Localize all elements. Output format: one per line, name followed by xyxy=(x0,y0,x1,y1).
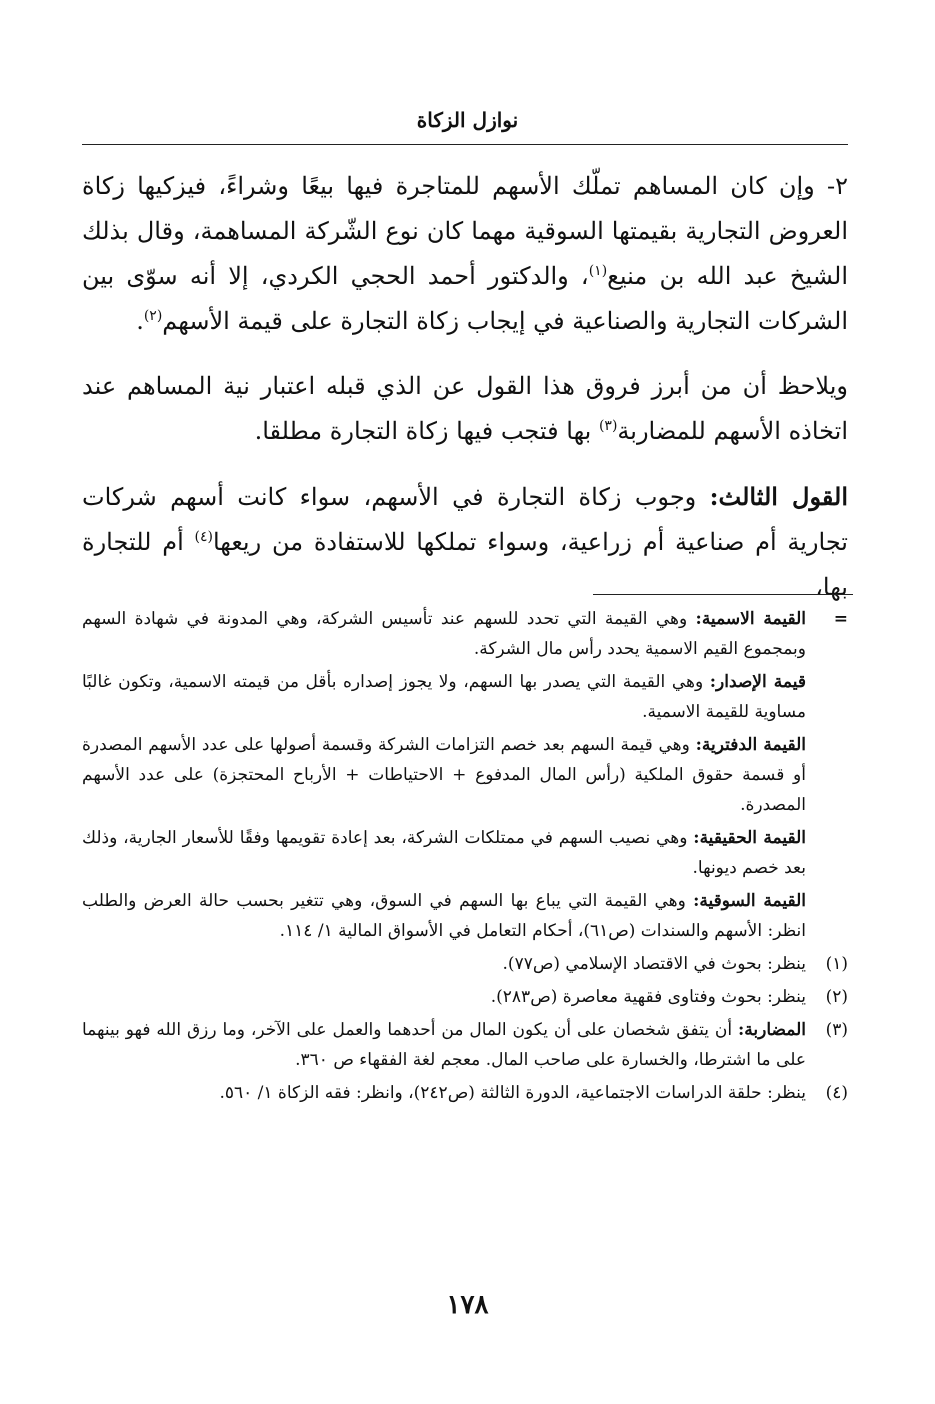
footnote-1 xyxy=(82,949,848,979)
definition-term: القيمة الحقيقية: xyxy=(693,828,806,848)
footnote-text: ينظر: حلقة الدراسات الاجتماعية، الدورة الثالثة (ص٢٤٢)، وانظر: فقه الزكاة ١/ ٥٦٠. xyxy=(219,1083,806,1103)
footnote-3 xyxy=(82,1015,848,1075)
running-header-title: نوازل الزكاة xyxy=(416,108,519,132)
footnote-number: (١) xyxy=(825,954,848,974)
footnote-ref-1[interactable]: (١) xyxy=(588,263,608,279)
paragraph-3-heading: القول الثالث: xyxy=(709,482,848,511)
definition-item: القيمة الحقيقية: وهي نصيب السهم في ممتلكات الشركة، بعد إعادة تقويمها وفقًا للأسعار الجارية، وذلك بعد خصم ديونها. xyxy=(82,828,806,878)
definition-item: القيمة السوقية: وهي القيمة التي يباع بها السهم في السوق، وهي تتغير بحسب حالة العرض والطلب انظر: الأسهم والسندات (ص٦١)، أحكام التعامل في الأسواق المالية ١/ ١١٤. xyxy=(82,891,806,941)
footnote-4 xyxy=(82,1078,848,1108)
footnote-text: ينظر: بحوث وفتاوى فقهية معاصرة (ص٢٨٣). xyxy=(490,987,806,1007)
footnote-number: (٤) xyxy=(825,1083,848,1103)
header-divider xyxy=(82,144,848,145)
footnote-number: (٣) xyxy=(825,1020,848,1040)
continued-footnote xyxy=(82,604,848,946)
page-number: ١٧٨ xyxy=(446,1290,489,1320)
continuation-mark: = xyxy=(833,609,848,629)
footnote-number: (٢) xyxy=(825,987,848,1007)
footnotes-section xyxy=(82,604,848,1111)
paragraph-3: القول الثالث: وجوب زكاة التجارة في الأسهم، سواء كانت أسهم شركات تجارية أم صناعية أم زراعية، وسواء تملكها للاستفادة من ريعها$^{(٤)}$ أم للتجارة بها، xyxy=(82,482,848,601)
main-text xyxy=(82,164,848,610)
definition-term: قيمة الإصدار: xyxy=(709,672,806,692)
definition-item: القيمة الاسمية: وهي القيمة التي تحدد للسهم عند تأسيس الشركة، وهي المدونة في شهادة السهم وبمجموع القيم الاسمية يحدد رأس مال الشركة. xyxy=(82,609,806,659)
footnote-ref-3[interactable]: (٣) xyxy=(598,418,618,434)
footnote-text: المضاربة: أن يتفق شخصان على أن يكون المال من أحدهما والعمل على الآخر، وما رزق الله فهو بينهما على ما اشترطا، والخسارة على صاحب المال. معجم لغة الفقهاء ص ٣٦٠. xyxy=(82,1020,806,1070)
definition-term: القيمة السوقية: xyxy=(693,891,806,911)
footnote-2 xyxy=(82,982,848,1012)
paragraph-1: ٢- وإن كان المساهم تملّك الأسهم للمتاجرة فيها بيعًا وشراءً، فيزكيها زكاة العروض التجارية بقيمتها السوقية مهما كان نوع الشّركة المساهمة، وقال بذلك الشيخ عبد الله بن منيع$^{(١)}$، والدكتور أحمد الحجي الكردي، إلا أنه سوّى بين الشركات التجارية والصناعية في إيجاب زكاة التجارة على قيمة الأسهم$^{(٢)}$. xyxy=(82,172,849,335)
definition-term: القيمة الدفترية: xyxy=(695,735,807,755)
paragraph-2: ويلاحظ أن من أبرز فروق هذا القول عن الذي قبله اعتبار نية المساهم عند اتخاذه الأسهم للمضاربة$^{(٣)}$ بها فتجب فيها زكاة التجارة مطلقا. xyxy=(82,372,849,445)
definition-item: قيمة الإصدار: وهي القيمة التي يصدر بها السهم، ولا يجوز إصداره بأقل من قيمته الاسمية، وتكون غالبًا مساوية للقيمة الاسمية. xyxy=(82,672,806,722)
footnote-ref-2[interactable]: (٢) xyxy=(143,308,163,324)
footnote-divider xyxy=(593,594,853,595)
footnote-text: ينظر: بحوث في الاقتصاد الإسلامي (ص٧٧). xyxy=(502,954,806,974)
footnote-ref-4[interactable]: (٤) xyxy=(194,529,213,545)
definition-item: القيمة الدفترية: وهي قيمة السهم بعد خصم التزامات الشركة وقسمة أصولها على عدد الأسهم المصدرة أو قسمة حقوق الملكية (رأس المال المدفوع + الاحتياطات + الأرباح المحتجزة) على عدد الأسهم المصدرة. xyxy=(82,735,807,815)
footnote-term: المضاربة: xyxy=(738,1020,806,1040)
definition-term: القيمة الاسمية: xyxy=(695,609,806,629)
